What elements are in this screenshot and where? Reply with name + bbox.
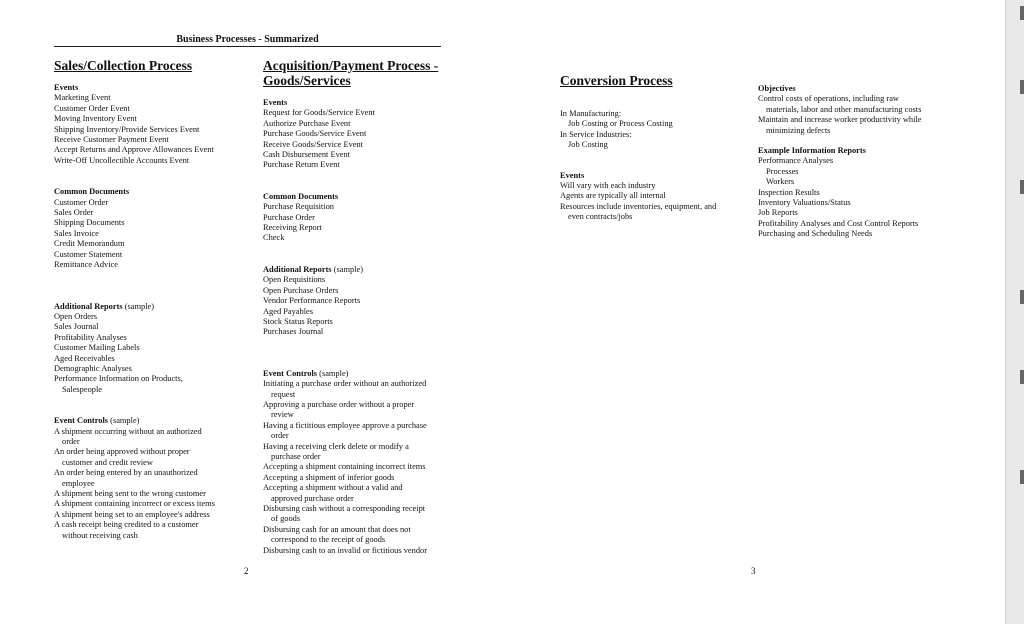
acquisition-doc: Purchase Requisition xyxy=(263,202,334,212)
acquisition-control: order xyxy=(271,431,289,441)
info-report: Processes xyxy=(766,166,799,176)
sales-doc: Sales Order xyxy=(54,208,94,218)
acquisition-control: Approving a purchase order without a proper xyxy=(263,399,415,409)
edge-tick xyxy=(1020,470,1024,484)
sales-report: Performance Information on Products, xyxy=(54,374,183,384)
conversion-intro: Job Costing xyxy=(568,140,608,150)
sales-event: Marketing Event xyxy=(54,93,111,103)
sales-title: Sales/Collection Process xyxy=(54,58,193,73)
acquisition-controls-heading: Event Controls (sample) xyxy=(263,368,349,378)
info-report: Purchasing and Scheduling Needs xyxy=(758,229,873,239)
edge-tick xyxy=(1020,370,1024,384)
acquisition-control: correspond to the receipt of goods xyxy=(271,535,386,545)
acquisition-events-heading: Events xyxy=(263,98,288,107)
acquisition-control: Accepting a shipment of inferior goods xyxy=(263,472,395,482)
acquisition-control: request xyxy=(271,389,296,399)
acquisition-report: Open Requisitions xyxy=(263,275,326,285)
sales-control: A shipment occurring without an authorized xyxy=(54,426,202,436)
sales-control: without receiving cash xyxy=(62,530,138,540)
sales-event: Receive Customer Payment Event xyxy=(54,135,169,145)
conversion-column xyxy=(560,109,716,223)
sales-doc: Remittance Advice xyxy=(54,260,118,270)
objective-line: minimizing defects xyxy=(766,125,831,135)
conversion-title: Conversion Process xyxy=(560,73,673,88)
info-report: Job Reports xyxy=(758,208,798,218)
objective-line: Control costs of operations, including raw xyxy=(758,94,899,104)
sales-event: Accept Returns and Approve Allowances Event xyxy=(54,145,214,155)
sales-column xyxy=(54,83,215,541)
sales-control: A shipment containing incorrect or excess items xyxy=(54,499,215,509)
left-page xyxy=(0,0,505,624)
sales-control: A shipment being set to an employee's address xyxy=(54,509,210,519)
acquisition-doc: Receiving Report xyxy=(263,223,322,233)
sales-event: Shipping Inventory/Provide Services Event xyxy=(54,124,200,134)
objectives-column xyxy=(758,84,922,240)
sales-doc: Credit Memorandum xyxy=(54,239,125,249)
acquisition-doc: Purchase Order xyxy=(263,212,315,222)
conversion-event: Will vary with each industry xyxy=(560,181,656,191)
acquisition-control: Disbursing cash without a corresponding receipt xyxy=(263,504,426,513)
acquisition-control: Having a fictitious employee approve a purchase xyxy=(263,420,427,430)
sales-report: Customer Mailing Labels xyxy=(54,343,140,353)
document-title: Business Processes - Summarized xyxy=(54,34,441,47)
viewer-edge-strip xyxy=(1005,0,1024,624)
sales-doc: Customer Order xyxy=(54,197,109,207)
objectives-heading: Objectives xyxy=(758,84,796,93)
sales-control: An order being approved without proper xyxy=(54,447,190,457)
acquisition-report: Open Purchase Orders xyxy=(263,285,339,295)
conversion-intro: Job Costing or Process Costing xyxy=(568,119,673,129)
acquisition-control: Initiating a purchase order without an authorized xyxy=(263,379,427,389)
info-report: Workers xyxy=(766,177,795,187)
acquisition-control: of goods xyxy=(271,514,301,524)
acquisition-control: review xyxy=(271,410,294,420)
acquisition-control: Disbursing cash to an invalid or fictitious vendor xyxy=(263,545,427,555)
info-reports-heading: Example Information Reports xyxy=(758,146,866,156)
acquisition-report: Stock Status Reports xyxy=(263,316,333,326)
sales-report: Profitability Analyses xyxy=(54,332,127,342)
sales-report: Demographic Analyses xyxy=(54,363,132,373)
acquisition-event: Purchase Return Event xyxy=(263,160,340,170)
acquisition-control: Accepting a shipment containing incorrect items xyxy=(263,462,426,472)
sales-doc: Shipping Documents xyxy=(54,218,125,228)
sales-control: A shipment being sent to the wrong customer xyxy=(54,489,206,498)
objective-line: materials, labor and other manufacturing costs xyxy=(766,104,922,114)
acquisition-column xyxy=(263,98,427,556)
sales-events-heading: Events xyxy=(54,83,79,92)
sales-event: Customer Order Event xyxy=(54,103,130,113)
acquisition-event: Request for Goods/Service Event xyxy=(263,108,375,118)
acquisition-title: Acquisition/Payment Process - Goods/Services xyxy=(263,58,439,88)
conversion-event: even contracts/jobs xyxy=(568,212,633,222)
sales-event: Moving Inventory Event xyxy=(54,114,137,124)
edge-tick xyxy=(1020,290,1024,304)
sales-control: An order being entered by an unauthorized xyxy=(54,468,198,478)
sales-docs-heading: Common Documents xyxy=(54,187,130,197)
acquisition-event: Purchase Goods/Service Event xyxy=(263,129,367,139)
acquisition-event: Authorize Purchase Event xyxy=(263,118,351,128)
info-report: Performance Analyses xyxy=(758,156,834,166)
conversion-event: Resources include inventories, equipment, and xyxy=(560,201,717,211)
acquisition-event: Receive Goods/Service Event xyxy=(263,139,364,149)
sales-control: A cash receipt being credited to a customer xyxy=(54,520,199,530)
conversion-event: Agents are typically all internal xyxy=(560,191,666,201)
acquisition-reports-heading: Additional Reports (sample) xyxy=(263,264,364,274)
sales-event: Write-Off Uncollectible Accounts Event xyxy=(54,155,190,165)
info-report: Inventory Valuations/Status xyxy=(758,198,851,208)
sales-control: customer and credit review xyxy=(62,457,153,467)
conversion-intro: In Manufacturing: xyxy=(560,109,622,118)
acquisition-control: purchase order xyxy=(271,451,321,461)
sales-control: employee xyxy=(62,478,95,488)
sales-report: Open Orders xyxy=(54,311,98,321)
right-page xyxy=(505,0,1005,624)
acquisition-docs-heading: Common Documents xyxy=(263,191,339,201)
edge-tick xyxy=(1020,6,1024,20)
sales-doc: Customer Statement xyxy=(54,249,123,259)
acquisition-report: Aged Payables xyxy=(263,306,314,316)
acquisition-control: Having a receiving clerk delete or modify a xyxy=(263,441,409,451)
page-number-right: 3 xyxy=(751,566,756,576)
acquisition-event: Cash Disbursement Event xyxy=(263,150,350,160)
edge-tick xyxy=(1020,80,1024,94)
sales-reports-heading: Additional Reports (sample) xyxy=(54,301,155,311)
acquisition-control: approved purchase order xyxy=(271,493,354,503)
sales-report: Sales Journal xyxy=(54,322,99,332)
conversion-intro: In Service Industries: xyxy=(560,129,632,139)
sales-controls-heading: Event Controls (sample) xyxy=(54,416,140,426)
acquisition-control: Accepting a shipment without a valid and xyxy=(263,483,403,493)
objective-line: Maintain and increase worker productivity while xyxy=(758,115,922,125)
info-report: Inspection Results xyxy=(758,187,820,197)
acquisition-report: Vendor Performance Reports xyxy=(263,296,361,306)
info-report: Profitability Analyses and Cost Control Reports xyxy=(758,218,919,228)
acquisition-control: Disbursing cash for an amount that does not xyxy=(263,524,411,534)
sales-report: Aged Receivables xyxy=(54,353,115,363)
edge-tick xyxy=(1020,180,1024,194)
sales-doc: Sales Invoice xyxy=(54,228,99,238)
acquisition-report: Purchases Journal xyxy=(263,327,324,337)
page-number-left: 2 xyxy=(244,566,249,576)
sales-report: Salespeople xyxy=(62,384,103,394)
sales-control: order xyxy=(62,436,80,446)
acquisition-doc: Check xyxy=(263,233,285,243)
conversion-events-heading: Events xyxy=(560,170,585,180)
